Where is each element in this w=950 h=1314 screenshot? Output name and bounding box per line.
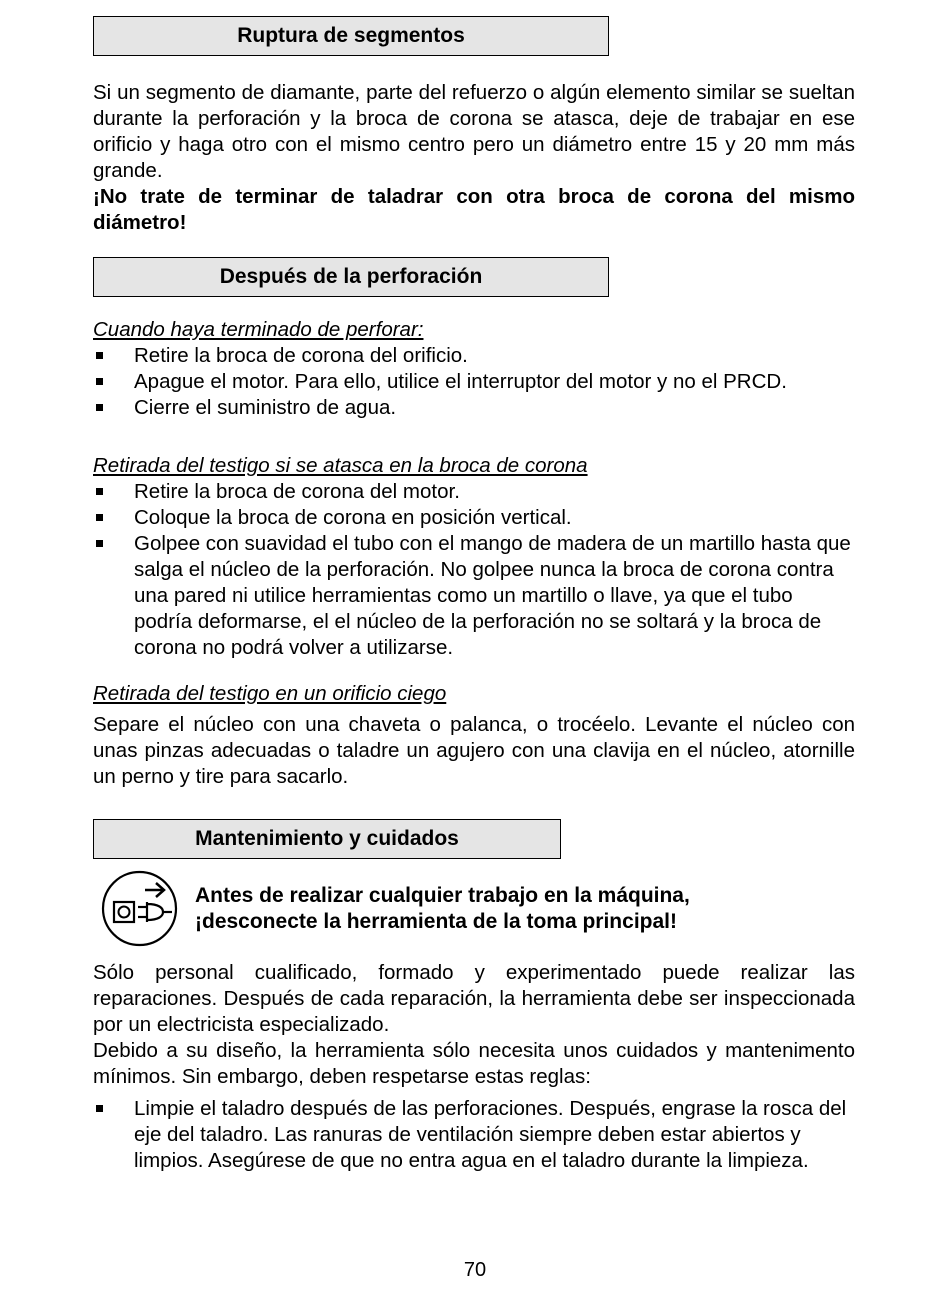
unplug-icon bbox=[101, 870, 178, 947]
list-item-text: Limpie el taladro después de las perforaciones. Después, engrase la rosca del eje del taladro. Las ranuras de ventilación siempre deben estar abiertos y limpios. Asegúrese de que no entra agua en el taladro durante la limpieza. bbox=[134, 1097, 847, 1172]
list-item bbox=[93, 369, 855, 395]
list-maintenance bbox=[93, 1096, 855, 1174]
list-after-drilling bbox=[93, 343, 855, 421]
subheading-retirada-atasca: Retirada del testigo si se atasca en la broca de corona bbox=[93, 454, 588, 477]
ciego-body: Separe el núcleo con una chaveta o palanca, o trocéelo. Levante el núcleo con unas pinzas adecuadas o taladre un agujero con una clavija en el núcleo, atornille un perno y tire para sacarlo. bbox=[93, 713, 855, 788]
list-item bbox=[93, 531, 855, 661]
page-number: 70 bbox=[463, 1259, 487, 1281]
mantenimiento-body2: Debido a su diseño, la herramienta sólo necesita unos cuidados y mantenimento mínimos. Sin embargo, deben respetarse estas reglas: bbox=[93, 1039, 855, 1088]
bullet-icon bbox=[96, 488, 103, 495]
list-item-text: Coloque la broca de corona en posición vertical. bbox=[134, 506, 572, 529]
list-item-text: Apague el motor. Para ello, utilice el interruptor del motor y no el PRCD. bbox=[134, 370, 787, 393]
bullet-icon bbox=[96, 352, 103, 359]
unplug-warning bbox=[195, 883, 815, 935]
list-item bbox=[93, 1096, 855, 1174]
unplug-warning-line1: Antes de realizar cualquier trabajo en la máquina, bbox=[195, 884, 690, 907]
list-core-removal bbox=[93, 479, 855, 661]
subheading-cuando: Cuando haya terminado de perforar: bbox=[93, 318, 424, 341]
subheading-retirada-ciego: Retirada del testigo en un orificio ciego bbox=[93, 682, 447, 705]
bullet-icon bbox=[96, 514, 103, 521]
list-item-text: Retire la broca de corona del motor. bbox=[134, 480, 460, 503]
list-item bbox=[93, 343, 855, 369]
unplug-warning-line2: ¡desconecte la herramienta de la toma principal! bbox=[195, 910, 677, 933]
ruptura-warning: ¡No trate de terminar de taladrar con otra broca de corona del mismo diámetro! bbox=[93, 185, 855, 234]
section-title-ruptura: Ruptura de segmentos bbox=[93, 16, 609, 56]
list-item-text: Retire la broca de corona del orificio. bbox=[134, 344, 468, 367]
bullet-icon bbox=[96, 540, 103, 547]
list-item-text: Golpee con suavidad el tubo con el mango de madera de un martillo hasta que salga el núcleo de la perforación. No golpee nunca la broca de corona contra una pared ni utilice herramientas como un martillo o llave, ya que el tubo podría deformarse, el el núcleo de la perforación no se soltará y la broca de corona no podrá volver a utilizarse. bbox=[134, 532, 851, 659]
mantenimiento-body1: Sólo personal cualificado, formado y experimentado puede realizar las reparaciones. Después de cada reparación, la herramienta debe ser inspeccionada por un electricista especializado. bbox=[93, 961, 855, 1036]
bullet-icon bbox=[96, 404, 103, 411]
ruptura-body: Si un segmento de diamante, parte del refuerzo o algún elemento similar se sueltan durante la perforación y la broca de corona se atasca, deje de trabajar en ese orificio y haga otro con el mismo centro pero un diámetro entre 15 y 20 mm más grande. bbox=[93, 81, 855, 182]
list-item bbox=[93, 479, 855, 505]
list-item bbox=[93, 505, 855, 531]
section-title-despues: Después de la perforación bbox=[93, 257, 609, 297]
list-item bbox=[93, 395, 855, 421]
section-title-mantenimiento: Mantenimiento y cuidados bbox=[93, 819, 561, 859]
list-item-text: Cierre el suministro de agua. bbox=[134, 396, 397, 419]
bullet-icon bbox=[96, 1105, 103, 1112]
bullet-icon bbox=[96, 378, 103, 385]
